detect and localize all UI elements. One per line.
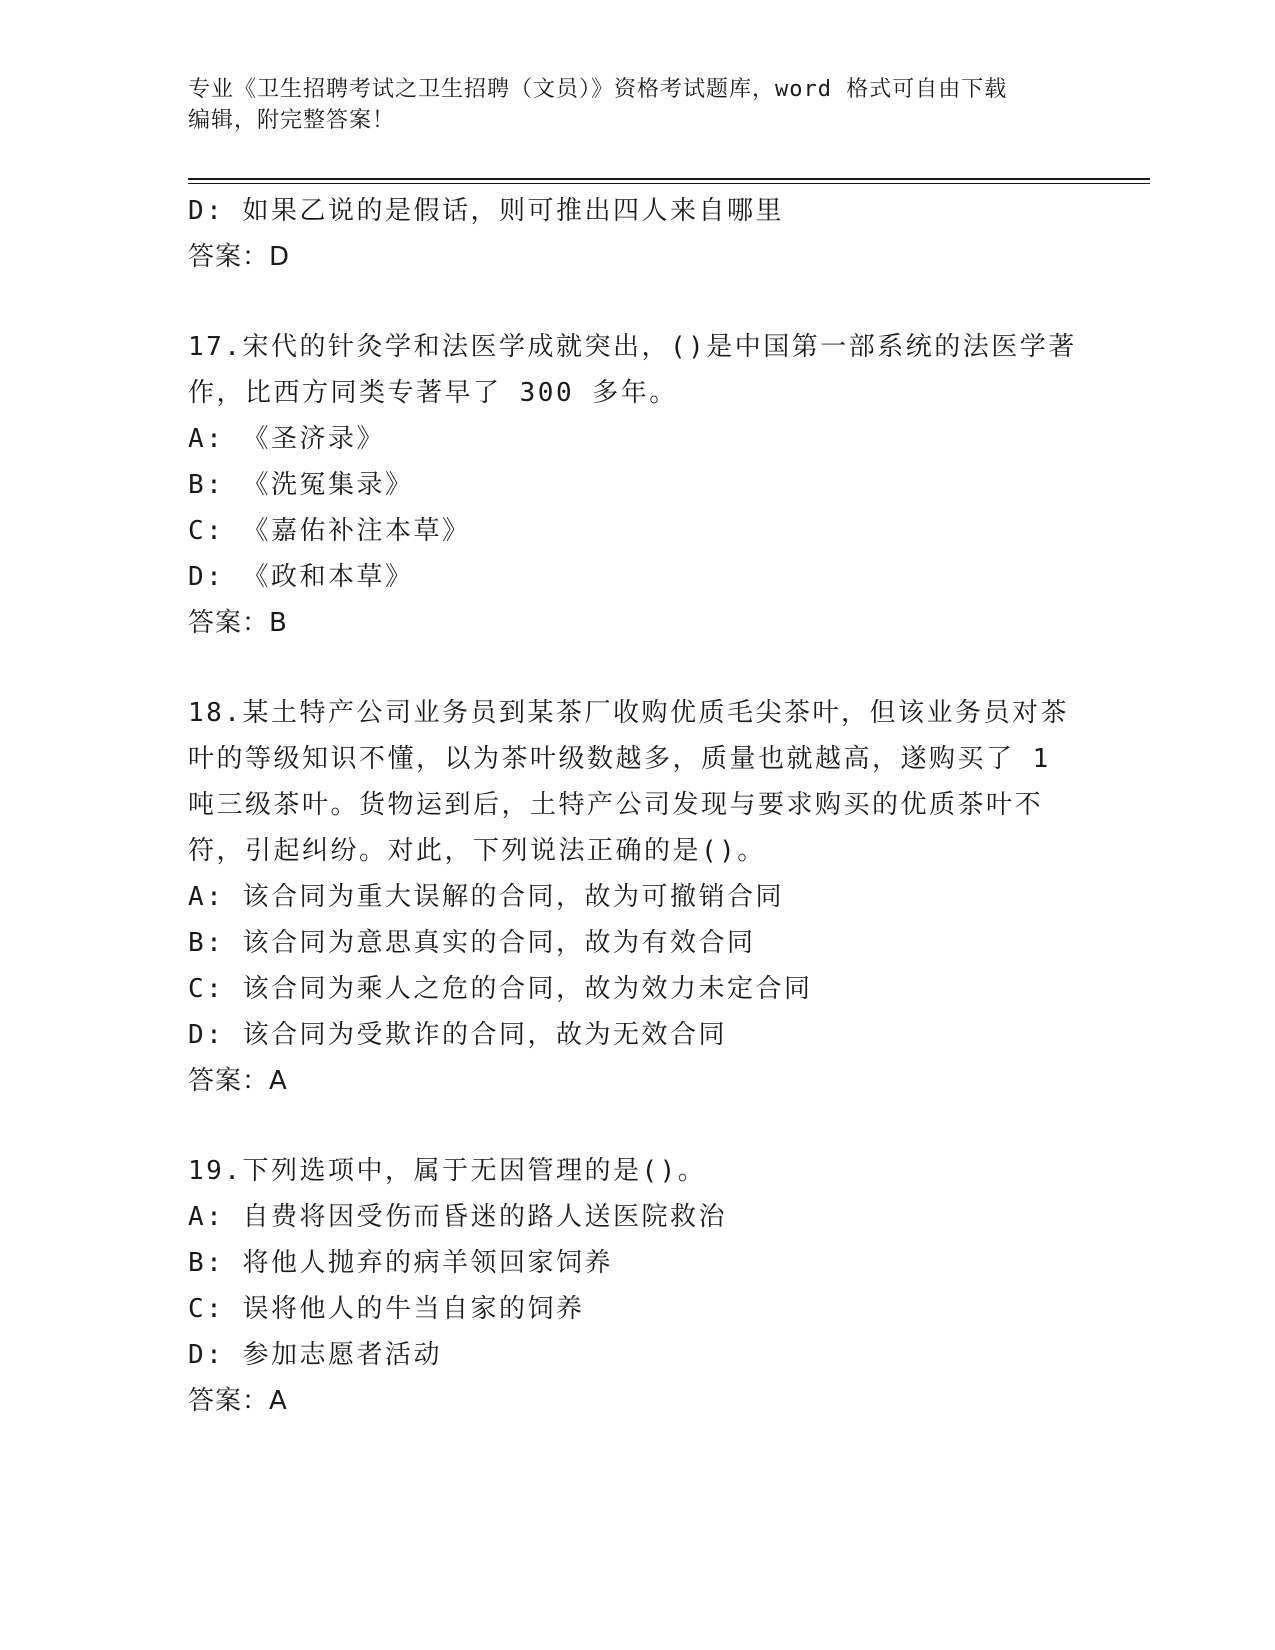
spacer xyxy=(188,280,1088,324)
spacer xyxy=(188,646,1088,690)
question-text-line: 19.下列选项中，属于无因管理的是()。 xyxy=(188,1156,707,1186)
option-c: C: 《嘉佑补注本草》 xyxy=(188,516,471,546)
option-c: C: 误将他人的牛当自家的饲养 xyxy=(188,1294,585,1324)
previous-question-tail xyxy=(188,188,1088,280)
option-d: D: 《政和本草》 xyxy=(188,562,414,592)
option-d: D: 该合同为受欺诈的合同，故为无效合同 xyxy=(188,1020,727,1050)
option-b: B: 《洗冤集录》 xyxy=(188,470,414,500)
document-header xyxy=(188,74,1088,136)
question-text-line: 18.某土特产公司业务员到某茶厂收购优质毛尖茶叶，但该业务员对茶 xyxy=(188,698,1069,728)
question-text-line: 17.宋代的针灸学和法医学成就突出，()是中国第一部系统的法医学著 xyxy=(188,332,1077,362)
option-a: A: 《圣济录》 xyxy=(188,424,385,454)
header-line-2: 编辑，附完整答案！ xyxy=(188,108,396,133)
question-text-line: 符，引起纠纷。对此，下列说法正确的是()。 xyxy=(188,836,766,866)
spacer xyxy=(188,1104,1088,1148)
question-17 xyxy=(188,324,1088,646)
answer-line: 答案：B xyxy=(188,608,288,638)
question-18 xyxy=(188,690,1088,1104)
option-b: B: 将他人抛弃的病羊领回家饲养 xyxy=(188,1248,613,1278)
question-text-line: 吨三级茶叶。货物运到后，土特产公司发现与要求购买的优质茶叶不 xyxy=(188,790,1044,820)
header-line-1: 专业《卫生招聘考试之卫生招聘（文员）》资格考试题库，word 格式可自由下载 xyxy=(188,77,1008,102)
answer-line: 答案：A xyxy=(188,1066,288,1096)
answer-line: 答案：D xyxy=(188,242,291,272)
answer-line: 答案：A xyxy=(188,1386,288,1416)
option-a: A: 该合同为重大误解的合同，故为可撤销合同 xyxy=(188,882,784,912)
question-text-line: 作，比西方同类专著早了 300 多年。 xyxy=(188,378,678,408)
document-body xyxy=(188,188,1088,1424)
option-d: D: 如果乙说的是假话，则可推出四人来自哪里 xyxy=(188,196,784,226)
question-19 xyxy=(188,1148,1088,1424)
option-a: A: 自费将因受伤而昏迷的路人送医院救治 xyxy=(188,1202,727,1232)
option-c: C: 该合同为乘人之危的合同，故为效力未定合同 xyxy=(188,974,813,1004)
question-text-line: 叶的等级知识不懂，以为茶叶级数越多，质量也就越高，遂购买了 1 xyxy=(188,744,1051,774)
header-rule-thin xyxy=(188,183,1150,184)
header-rule-thick xyxy=(188,178,1150,180)
option-b: B: 该合同为意思真实的合同，故为有效合同 xyxy=(188,928,756,958)
option-d: D: 参加志愿者活动 xyxy=(188,1340,442,1370)
